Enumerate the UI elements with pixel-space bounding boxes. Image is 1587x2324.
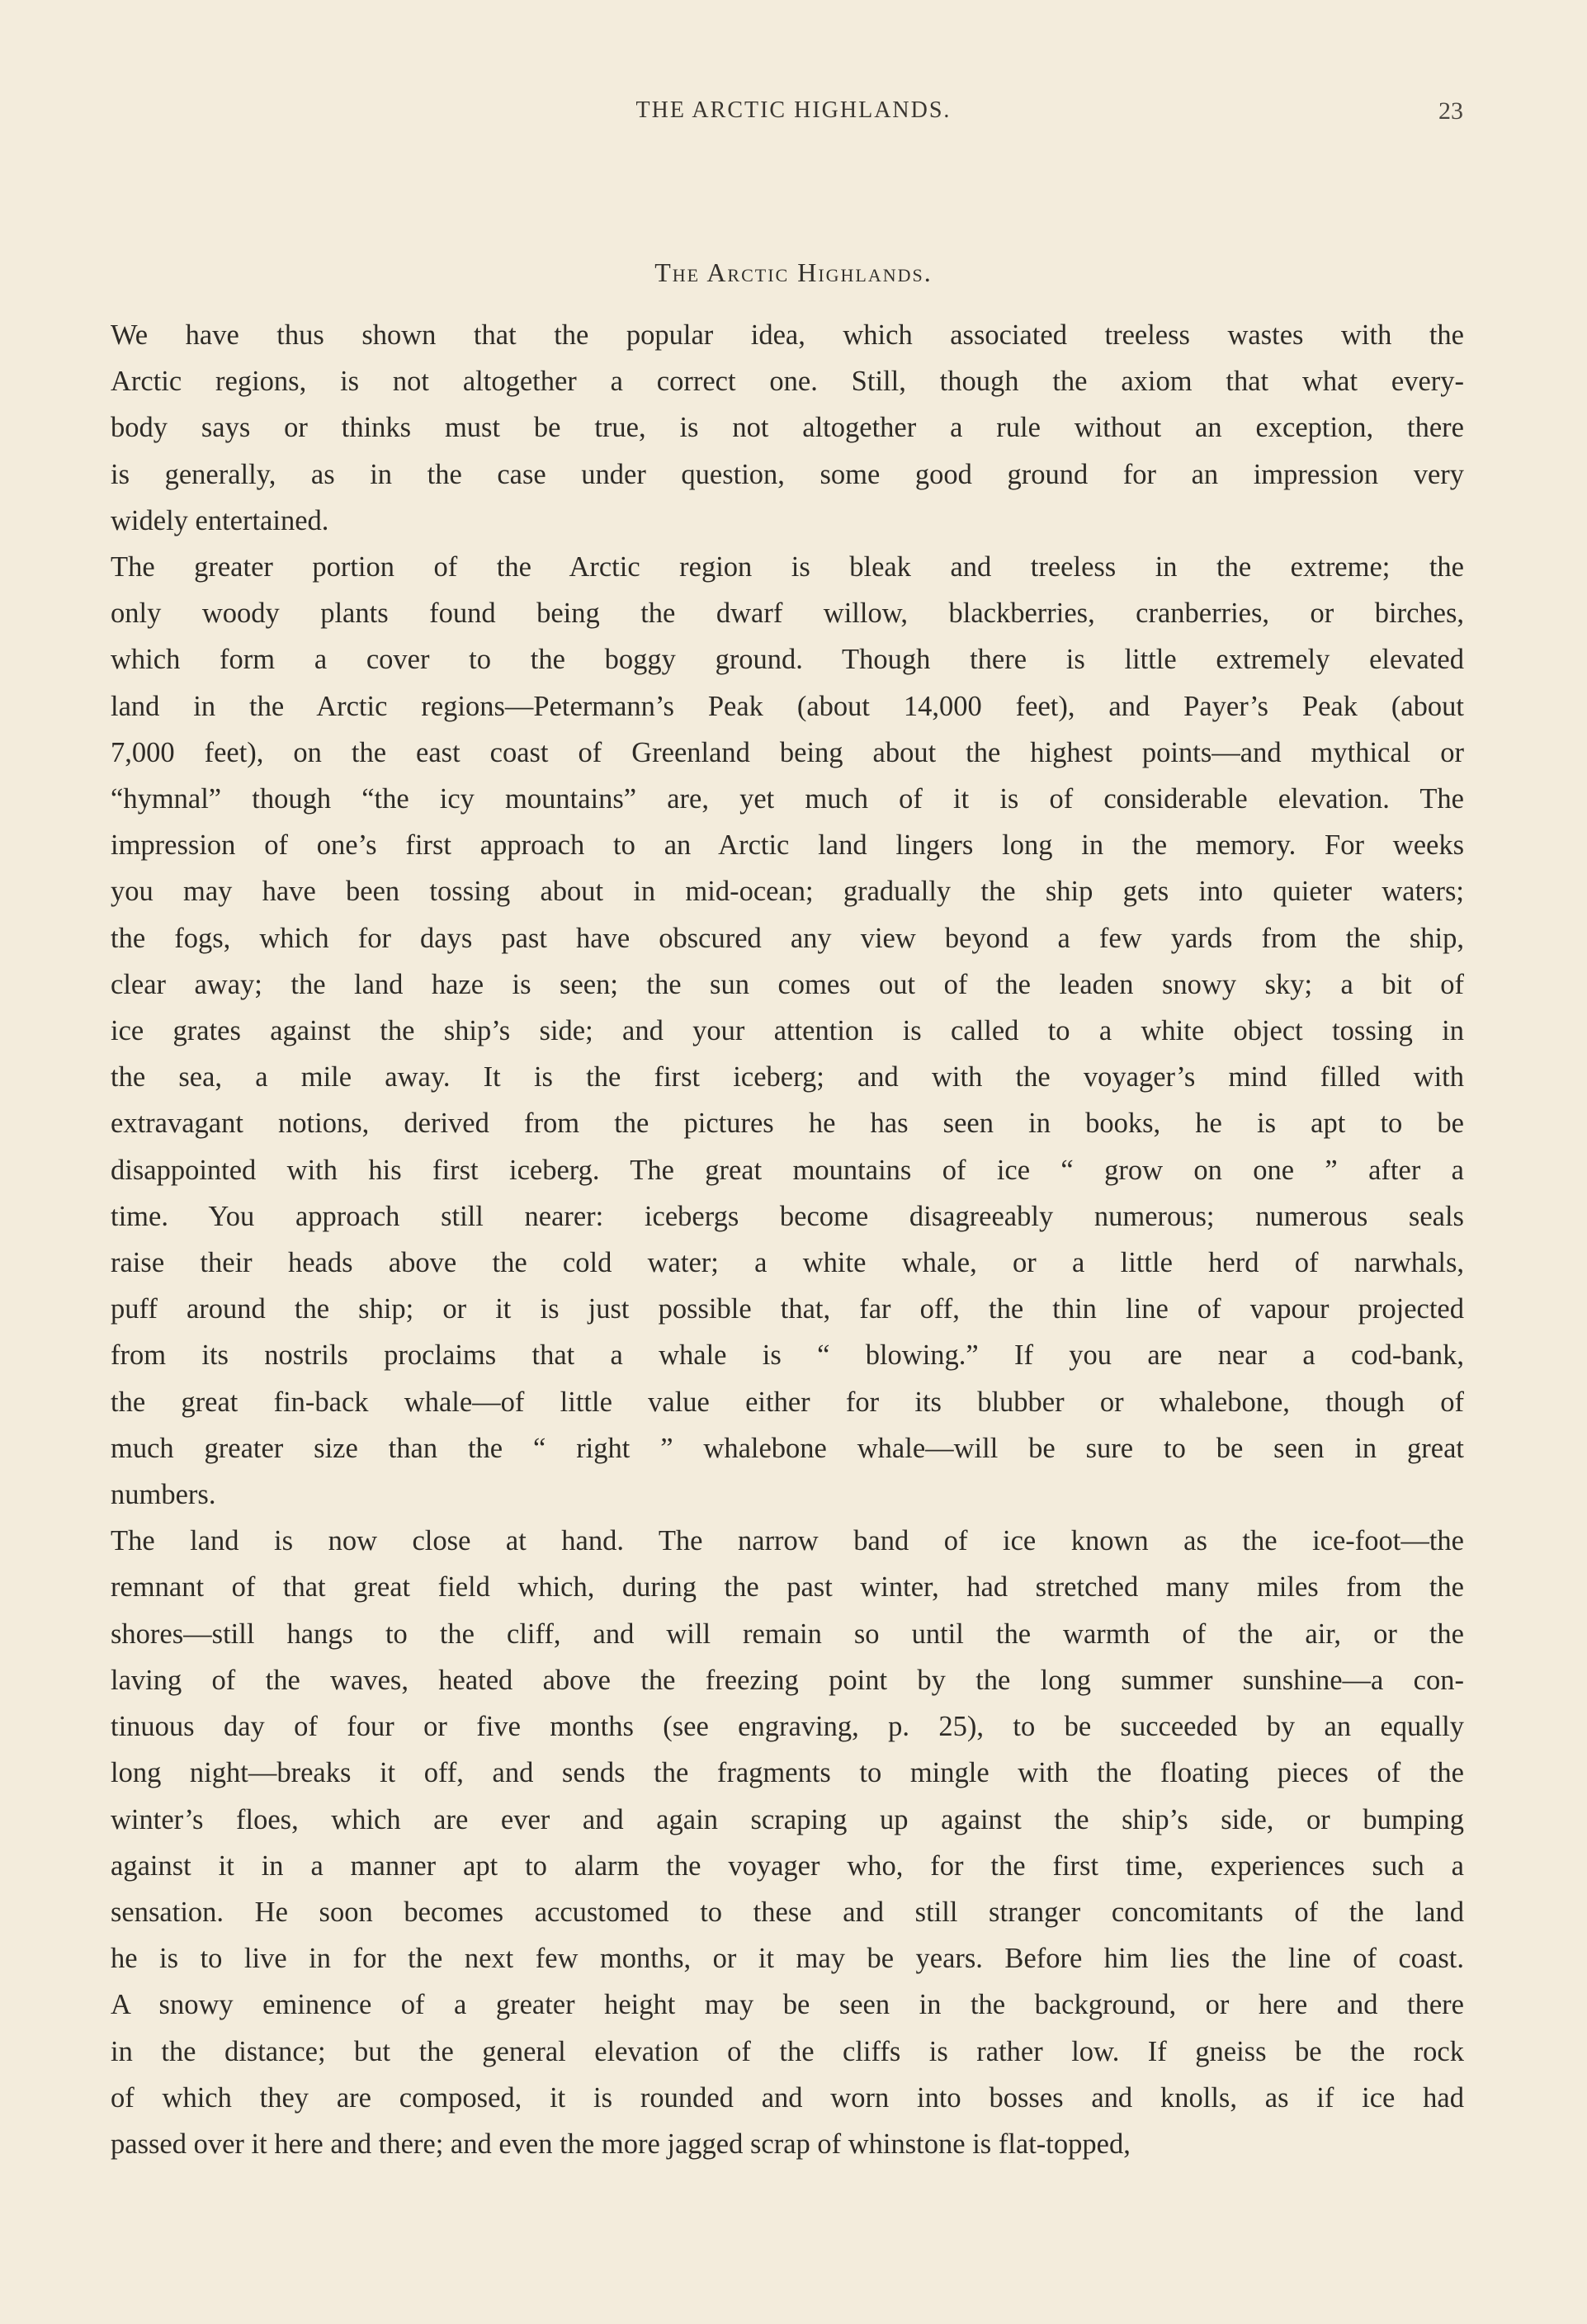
text-line: widely entertained. bbox=[111, 504, 329, 536]
paragraph bbox=[111, 312, 1464, 544]
text-line: puff around the ship; or it is just possible that, far off, the thin line of vapour projected bbox=[111, 1293, 1464, 1325]
text-line: only woody plants found being the dwarf willow, blackberries, cranberries, or birches, bbox=[111, 598, 1464, 630]
text-line: land in the Arctic regions—Petermann’s Peak (about 14,000 feet), and Payer’s Peak (about bbox=[111, 690, 1464, 722]
text-line: remnant of that great field which, during the past winter, had stretched many miles from the bbox=[111, 1571, 1464, 1604]
text-line: The land is now close at hand. The narrow band of ice known as the ice-foot—the bbox=[111, 1525, 1464, 1557]
text-line: sensation. He soon becomes accustomed to these and still stranger concomitants of the land bbox=[111, 1896, 1464, 1928]
text-line: shores—still hangs to the cliff, and will remain so until the warmth of the air, or the bbox=[111, 1618, 1464, 1650]
text-line: the fogs, which for days past have obscured any view beyond a few yards from the ship, bbox=[111, 922, 1464, 954]
text-line: The greater portion of the Arctic region is bleak and treeless in the extreme; the bbox=[111, 551, 1464, 583]
paragraph bbox=[111, 544, 1464, 1518]
text-line: of which they are composed, it is rounded and worn into bosses and knolls, as if ice had bbox=[111, 2081, 1464, 2114]
page-number: 23 bbox=[1438, 97, 1463, 125]
text-line: numbers. bbox=[111, 1479, 216, 1511]
text-line: extravagant notions, derived from the pictures he has seen in books, he is apt to be bbox=[111, 1108, 1464, 1140]
text-line: impression of one’s first approach to an Arctic land lingers long in the memory. For weeks bbox=[111, 829, 1464, 862]
text-line: winter’s floes, which are ever and again scraping up against the ship’s side, or bumping bbox=[111, 1803, 1464, 1835]
text-line: clear away; the land haze is seen; the sun comes out of the leaden snowy sky; a bit of bbox=[111, 968, 1464, 1000]
text-line: body says or thinks must be true, is not altogether a rule without an exception, there bbox=[111, 412, 1464, 444]
text-line: you may have been tossing about in mid-ocean; gradually the ship gets into quieter waters; bbox=[111, 876, 1464, 908]
text-line: tinuous day of four or five months (see engraving, p. 25), to be succeeded by an equally bbox=[111, 1711, 1464, 1743]
text-line: passed over it here and there; and even the more jagged scrap of whinstone is flat-topped, bbox=[111, 2128, 1131, 2160]
text-line: much greater size than the “ right ” whalebone whale—will be sure to be seen in great bbox=[111, 1432, 1464, 1464]
text-line: We have thus shown that the popular idea, which associated treeless wastes with the bbox=[111, 319, 1464, 351]
running-title: THE ARCTIC HIGHLANDS. bbox=[635, 97, 952, 123]
text-line: the sea, a mile away. It is the first iceberg; and with the voyager’s mind filled with bbox=[111, 1061, 1464, 1094]
paragraph bbox=[111, 1518, 1464, 2167]
text-line: ice grates against the ship’s side; and your attention is called to a white object tossing in bbox=[111, 1015, 1464, 1047]
text-line: Arctic regions, is not altogether a correct one. Still, though the axiom that what every- bbox=[111, 366, 1464, 398]
text-line: disappointed with his first iceberg. The great mountains of ice “ grow on one ” after a bbox=[111, 1154, 1464, 1186]
text-line: is generally, as in the case under question, some good ground for an impression very bbox=[111, 458, 1464, 490]
body-text bbox=[111, 312, 1464, 2167]
running-head bbox=[0, 97, 1587, 134]
text-line: which form a cover to the boggy ground. Though there is little extremely elevated bbox=[111, 644, 1464, 676]
text-line: in the distance; but the general elevation of the cliffs is rather low. If gneiss be the rock bbox=[111, 2035, 1464, 2067]
text-line: raise their heads above the cold water; a white whale, or a little herd of narwhals, bbox=[111, 1247, 1464, 1279]
text-line: laving of the waves, heated above the freezing point by the long summer sunshine—a con- bbox=[111, 1664, 1464, 1696]
text-line: against it in a manner apt to alarm the voyager who, for the first time, experiences such a bbox=[111, 1849, 1464, 1882]
text-line: he is to live in for the next few months, or it may be years. Before him lies the line of coast. bbox=[111, 1943, 1464, 1975]
text-line: from its nostrils proclaims that a whale is “ blowing.” If you are near a cod-bank, bbox=[111, 1339, 1464, 1372]
text-line: “hymnal” though “the icy mountains” are, yet much of it is of considerable elevation. The bbox=[111, 783, 1464, 815]
text-line: time. You approach still nearer: icebergs become disagreeably numerous; numerous seals bbox=[111, 1200, 1464, 1232]
section-title: The Arctic Highlands. bbox=[654, 257, 933, 287]
text-line: long night—breaks it off, and sends the fragments to mingle with the floating pieces of the bbox=[111, 1757, 1464, 1789]
text-line: A snowy eminence of a greater height may be seen in the background, or here and there bbox=[111, 1989, 1464, 2021]
text-line: 7,000 feet), on the east coast of Greenland being about the highest points—and mythical or bbox=[111, 736, 1464, 768]
text-line: the great fin-back whale—of little value either for its blubber or whalebone, though of bbox=[111, 1386, 1464, 1418]
